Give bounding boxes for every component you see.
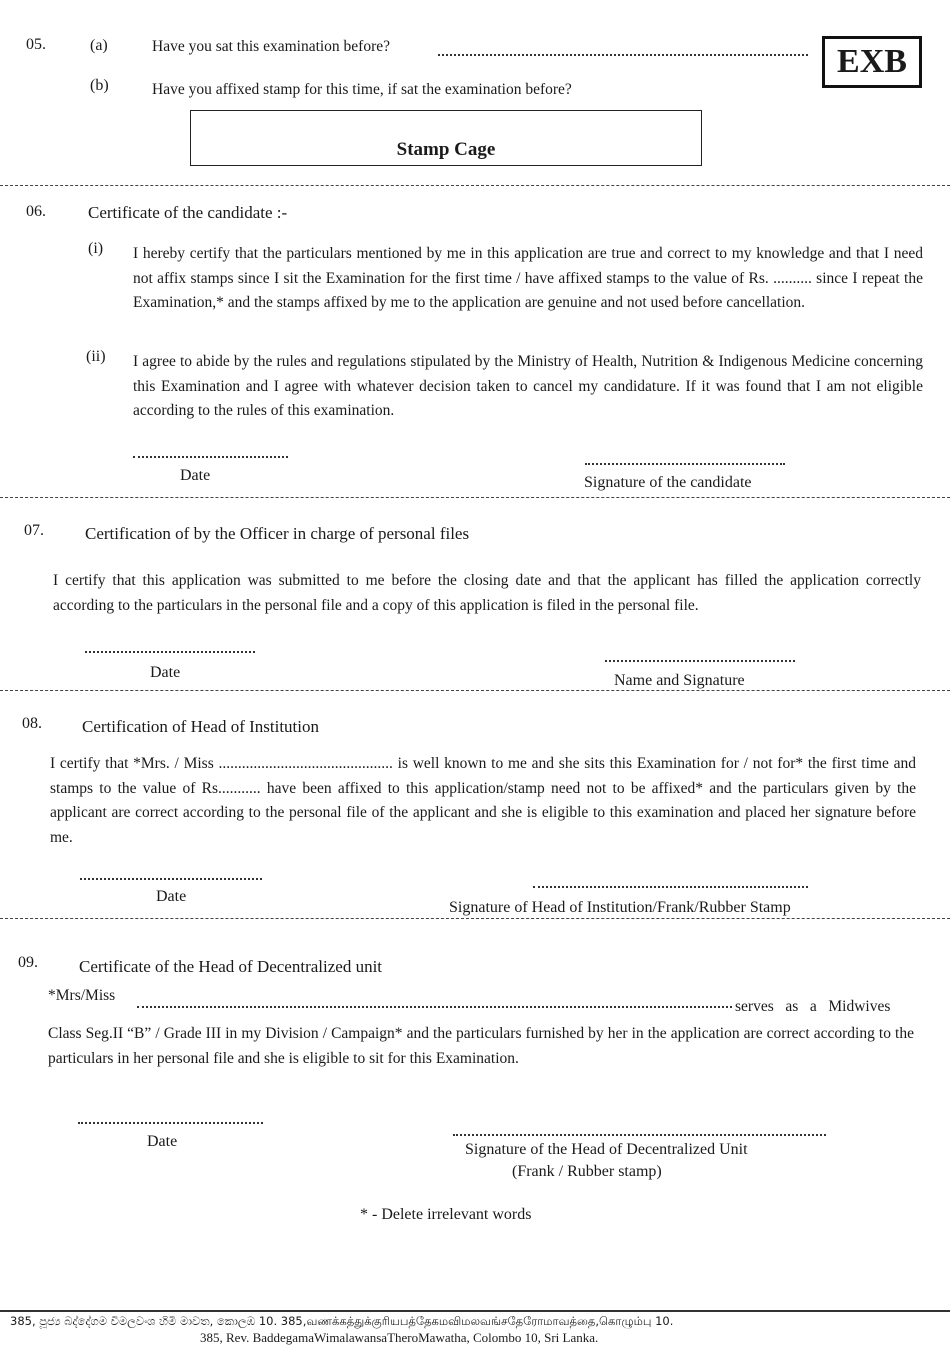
form-code-badge: EXB — [822, 36, 922, 88]
q07-signature-label: Name and Signature — [614, 672, 745, 689]
q07-signature-field[interactable] — [605, 660, 795, 662]
q05a-answer-field[interactable] — [438, 54, 808, 56]
q06-signature-label: Signature of the candidate — [584, 474, 752, 491]
q06-date-field[interactable] — [133, 456, 288, 458]
section-07-title: Certification of by the Officer in charge of personal files — [85, 524, 470, 543]
q09-mrs-miss-label: *Mrs/Miss — [48, 987, 116, 1004]
footer-address-local: 385, පූජ්‍ය බද්දේගම විමලවංශ හිමි මාවත, කොලඹ 10. 385,வணக்கத்துக்குரியபத்தேகமவிமலவங்சதேரோமாவத்தை,கொழும்பு 10. — [10, 1314, 674, 1328]
q08-signature-label: Signature of Head of Institution/Frank/Rubber Stamp — [449, 899, 791, 916]
q09-serves-text: serves as a Midwives — [735, 998, 891, 1015]
q09-date-field[interactable] — [78, 1122, 263, 1124]
section-06-title: Certificate of the candidate :- — [88, 203, 288, 222]
section-divider — [0, 185, 950, 186]
q08-date-label: Date — [156, 888, 187, 905]
q09-date-label: Date — [147, 1133, 178, 1150]
q09-signature-field[interactable] — [453, 1134, 826, 1136]
q08-signature-field[interactable] — [533, 886, 808, 888]
q06-item-ii-text: I agree to abide by the rules and regulations stipulated by the Ministry of Health, Nutrition & Indigenous Medicine concerning this Examination and I agree with whatever decision taken to cancel my candidature. If it was found that I am not eligible according to the rules of this examination. — [133, 353, 923, 419]
q05b-label: (b) — [90, 77, 109, 94]
q06-item-ii-label: (ii) — [86, 348, 106, 365]
q07-text: I certify that this application was submitted to me before the closing date and that the applicant has filled the application correctly according to the particulars in the personal file and a copy of this application is filed in the personal file. — [53, 572, 921, 614]
footer-rule — [0, 1310, 950, 1312]
section-divider — [0, 497, 950, 498]
q06-date-label: Date — [180, 467, 211, 484]
q05a-question: Have you sat this examination before? — [152, 38, 391, 55]
q08-date-field[interactable] — [80, 878, 262, 880]
section-09-number: 09. — [18, 954, 38, 971]
stamp-cage-box[interactable] — [190, 110, 702, 166]
q07-date-label: Date — [150, 664, 181, 681]
q08-text: I certify that *Mrs. / Miss ............................................. is well known to me and she sits this Examination for / not for* the first time and stamps to the value of Rs........... have been affixed to this application/stamp need not to be affixed* and the particulars given by the applicant are correct according to the personal file of the applicant and she is eligible to this examination and placed her signature before me. — [50, 755, 916, 846]
section-08-number: 08. — [22, 715, 42, 732]
stamp-cage-label: Stamp Cage — [396, 139, 496, 160]
q06-item-i-label: (i) — [88, 240, 104, 257]
section-09-title: Certificate of the Head of Decentralized unit — [79, 957, 383, 976]
q09-signature-sub-label: (Frank / Rubber stamp) — [512, 1163, 662, 1180]
q09-signature-label: Signature of the Head of Decentralized Unit — [465, 1141, 748, 1158]
section-divider — [0, 690, 950, 691]
section-06-number: 06. — [26, 203, 46, 220]
footer-address-english: 385, Rev. BaddegamaWimalawansaTheroMawatha, Colombo 10, Sri Lanka. — [200, 1330, 599, 1345]
q07-date-field[interactable] — [85, 651, 255, 653]
q09-text: Class Seg.II “B” / Grade III in my Division / Campaign* and the particulars furnished by her in the application are correct according to the particulars in her personal file and she is eligible to sit for this Examination. — [48, 1025, 914, 1067]
q09-name-field[interactable] — [137, 1006, 732, 1008]
section-07-number: 07. — [24, 522, 44, 539]
section-divider — [0, 918, 950, 919]
q05a-label: (a) — [90, 37, 108, 54]
delete-irrelevant-note: * - Delete irrelevant words — [360, 1206, 532, 1223]
q06-item-i-text: I hereby certify that the particulars mentioned by me in this application are true and correct to my knowledge and that I need not affix stamps since I sit the Examination for the first time / have affixed stamps to the value of Rs. .......... since I repeat the Examination,* and the stamps affixed by me to the application are genuine and not used before cancellation. — [133, 245, 923, 311]
q05b-question: Have you affixed stamp for this time, if sat the examination before? — [152, 81, 572, 98]
q06-signature-field[interactable] — [585, 463, 785, 465]
section-08-title: Certification of Head of Institution — [82, 717, 319, 736]
section-05-number: 05. — [26, 36, 46, 53]
